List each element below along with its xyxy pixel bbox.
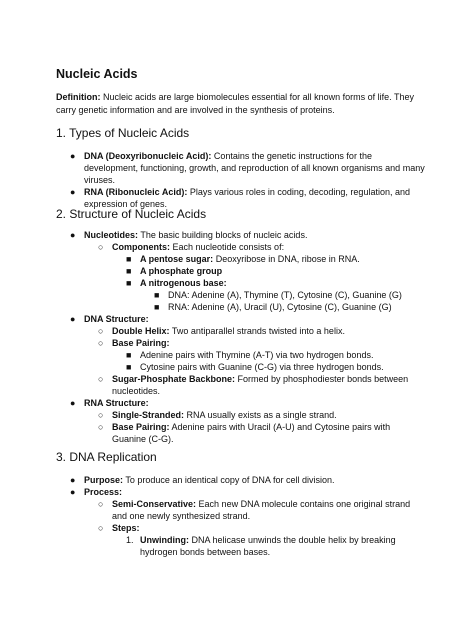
list-item: ● Nucleotides: The basic building blocks of nucleic acids. xyxy=(70,230,308,240)
list-item: ■ A phosphate group xyxy=(126,266,223,276)
list-item-dna: ● DNA (Deoxyribonucleic Acid): Contains the genetic instructions for the development, functioning, growth, and reproduction of all known organisms and many viruses. xyxy=(70,151,425,185)
list-item: ○ Steps: xyxy=(98,523,140,533)
list-item: ■ A nitrogenous base: xyxy=(126,278,227,288)
list-item: ○ Base Pairing: xyxy=(98,338,170,348)
list-item: ■ Adenine pairs with Thymine (A-T) via two hydrogen bonds. xyxy=(126,350,374,360)
list-item: ■ Cytosine pairs with Guanine (C-G) via three hydrogen bonds. xyxy=(126,362,384,372)
definition-paragraph xyxy=(56,91,422,116)
bullet-disc: ● xyxy=(70,314,76,324)
bullet-disc: ● xyxy=(70,398,76,408)
bullet-circle: ○ xyxy=(98,499,104,509)
bullet-square: ■ xyxy=(126,266,132,276)
list-item: ○ Base Pairing: Adenine pairs with Uracil (A-U) and Cytosine pairs with Guanine (C-G). xyxy=(98,422,391,444)
bullet-square: ■ xyxy=(154,302,160,312)
bullet-disc: ● xyxy=(70,230,76,240)
document-title: Nucleic Acids xyxy=(56,67,138,81)
bullet-square: ■ xyxy=(154,290,160,300)
list-item: ● RNA Structure: xyxy=(70,398,149,408)
list-item-rna: ● RNA (Ribonucleic Acid): Plays various roles in coding, decoding, regulation, and expression of genes. xyxy=(70,187,410,209)
bullet-disc: ● xyxy=(70,475,76,485)
list-item: 1. Unwinding: DNA helicase unwinds the double helix by breaking hydrogen bonds between bases. xyxy=(126,535,396,557)
definition-label: Definition: xyxy=(56,92,101,102)
bullet-disc: ● xyxy=(70,151,76,161)
bullet-circle: ○ xyxy=(98,338,104,348)
structure-list xyxy=(56,229,426,445)
list-item: ○ Semi-Conservative: Each new DNA molecule contains one original strand and one newly synthesized strand. xyxy=(98,499,411,521)
bullet-square: ■ xyxy=(126,362,132,372)
definition-text: Nucleic acids are large biomolecules essential for all known forms of life. They carry genetic information and are involved in the synthesis of proteins. xyxy=(56,92,414,115)
list-item: ○ Double Helix: Two antiparallel strands twisted into a helix. xyxy=(98,326,345,336)
list-item: ○ Single-Stranded: RNA usually exists as a single strand. xyxy=(98,410,337,420)
list-item: ■ RNA: Adenine (A), Uracil (U), Cytosine (C), Guanine (G) xyxy=(154,302,392,312)
bullet-circle: ○ xyxy=(98,242,104,252)
section-heading-replication: 3. DNA Replication xyxy=(56,450,157,464)
section-heading-structure: 2. Structure of Nucleic Acids xyxy=(56,207,207,221)
bullet-circle: ○ xyxy=(98,374,104,384)
list-item: ○ Sugar-Phosphate Backbone: Formed by phosphodiester bonds between nucleotides. xyxy=(98,374,409,396)
section-heading-types: 1. Types of Nucleic Acids xyxy=(56,126,190,140)
bullet-circle: ○ xyxy=(98,326,104,336)
list-item: ■ DNA: Adenine (A), Thymine (T), Cytosine (C), Guanine (G) xyxy=(154,290,402,300)
bullet-disc: ● xyxy=(70,187,76,197)
replication-list xyxy=(56,474,426,558)
list-item: ■ A pentose sugar: Deoxyribose in DNA, ribose in RNA. xyxy=(126,254,360,264)
bullet-circle: ○ xyxy=(98,410,104,420)
step-number: 1. xyxy=(126,535,134,545)
bullet-square: ■ xyxy=(126,278,132,288)
types-list xyxy=(56,150,426,210)
bullet-square: ■ xyxy=(126,254,132,264)
list-item: ● DNA Structure: xyxy=(70,314,149,324)
list-item: ○ Components: Each nucleotide consists of: xyxy=(98,242,285,252)
bullet-square: ■ xyxy=(126,350,132,360)
list-item: ● Process: xyxy=(70,487,123,497)
bullet-circle: ○ xyxy=(98,523,104,533)
list-item: ● Purpose: To produce an identical copy of DNA for cell division. xyxy=(70,475,335,485)
bullet-circle: ○ xyxy=(98,422,104,432)
bullet-disc: ● xyxy=(70,487,76,497)
